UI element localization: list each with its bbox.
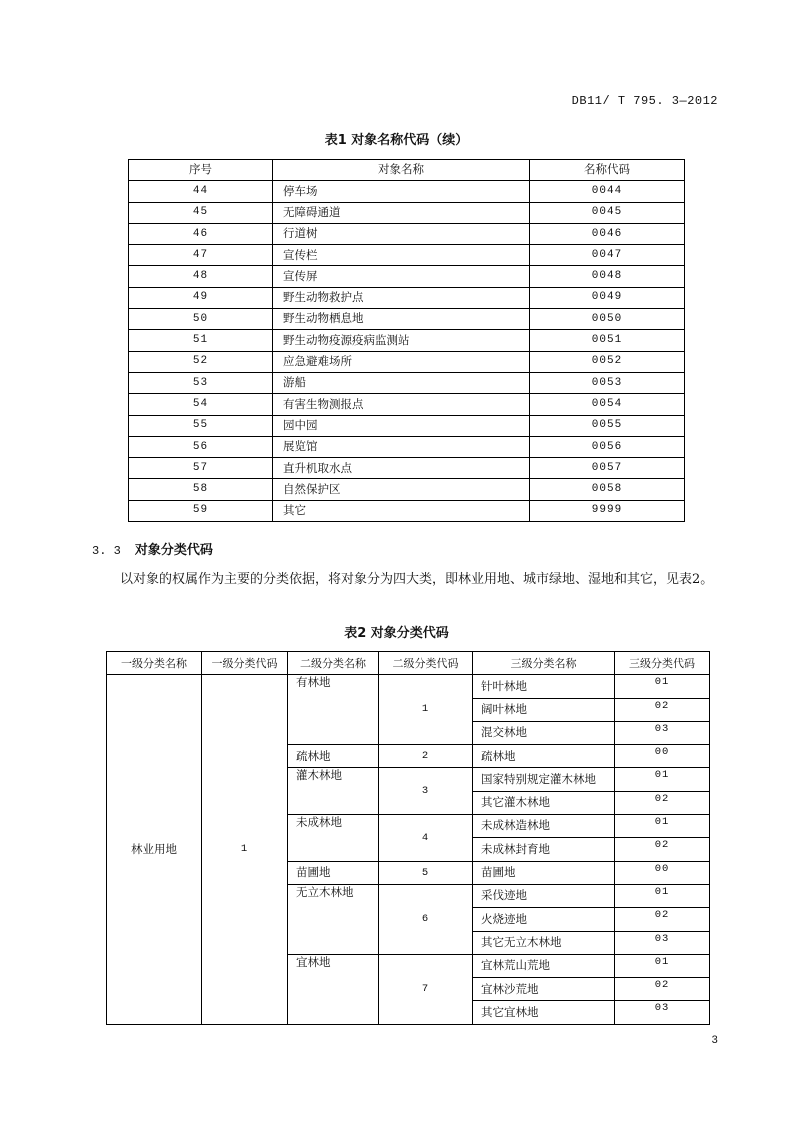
level3-code: 02: [615, 978, 710, 1001]
object-name: 野生动物救护点: [273, 287, 530, 308]
level3-code: 03: [615, 1001, 710, 1024]
table1-caption: 表1 对象名称代码（续）: [324, 133, 469, 148]
header-cell: 序号: [129, 160, 273, 181]
section-paragraph: 以对象的权属作为主要的分类依据，将对象分为四大类，即林业用地、城市绿地、湿地和其它，见表2。: [120, 572, 714, 587]
name-code: 0045: [530, 202, 685, 223]
level3-name: 疏林地: [473, 745, 615, 768]
object-name: 展览馆: [273, 436, 530, 457]
name-code: 0058: [530, 479, 685, 500]
table-row: [129, 181, 685, 202]
section-heading: [92, 539, 213, 558]
table-header-row: [107, 652, 710, 675]
object-name: 其它: [273, 500, 530, 521]
row-number: 55: [129, 415, 273, 436]
level3-code: 02: [615, 908, 710, 931]
level3-code: 01: [615, 768, 710, 791]
level3-code: 01: [615, 884, 710, 907]
table-row: [129, 415, 685, 436]
level2-code: 4: [379, 815, 473, 862]
level3-code: 00: [615, 861, 710, 884]
object-name: 野生动物疫源疫病监测站: [273, 330, 530, 351]
name-code: 0049: [530, 287, 685, 308]
header-cell: 三级分类代码: [615, 652, 710, 675]
row-number: 48: [129, 266, 273, 287]
name-code: 0051: [530, 330, 685, 351]
row-number: 49: [129, 287, 273, 308]
name-code: 0052: [530, 351, 685, 372]
table-row: [129, 479, 685, 500]
level3-name: 其它无立木林地: [473, 931, 615, 954]
object-name: 有害生物测报点: [273, 394, 530, 415]
name-code: 0044: [530, 181, 685, 202]
object-name: 应急避难场所: [273, 351, 530, 372]
level2-code: 5: [379, 861, 473, 884]
table-row: [129, 394, 685, 415]
table-row: [129, 330, 685, 351]
level3-code: 02: [615, 698, 710, 721]
header-cell: 一级分类名称: [107, 652, 202, 675]
level1-name: 林业用地: [107, 675, 202, 1024]
table-row: [129, 458, 685, 479]
table-row: [129, 372, 685, 393]
header-cell: 二级分类名称: [288, 652, 379, 675]
table-row: [129, 500, 685, 521]
level3-code: 03: [615, 931, 710, 954]
level3-code: 01: [615, 815, 710, 838]
object-name: 野生动物栖息地: [273, 309, 530, 330]
level2-code: 1: [379, 675, 473, 745]
level3-name: 阔叶林地: [473, 698, 615, 721]
name-code: 0056: [530, 436, 685, 457]
level3-name: 火烧迹地: [473, 908, 615, 931]
row-number: 54: [129, 394, 273, 415]
object-name: 无障碍通道: [273, 202, 530, 223]
row-number: 51: [129, 330, 273, 351]
header-cell: 二级分类代码: [379, 652, 473, 675]
table-row: [129, 287, 685, 308]
level3-name: 混交林地: [473, 721, 615, 744]
table-row: [129, 245, 685, 266]
level2-name: 苗圃地: [288, 861, 379, 884]
row-number: 57: [129, 458, 273, 479]
name-code: 0048: [530, 266, 685, 287]
table-row: [129, 223, 685, 244]
level3-name: 宜林沙荒地: [473, 978, 615, 1001]
table-row: [107, 675, 710, 698]
row-number: 53: [129, 372, 273, 393]
object-name: 停车场: [273, 181, 530, 202]
level3-name: 采伐迹地: [473, 884, 615, 907]
level3-name: 针叶林地: [473, 675, 615, 698]
table-row: [129, 309, 685, 330]
name-code: 0046: [530, 223, 685, 244]
table-row: [129, 202, 685, 223]
level2-name: 未成林地: [288, 815, 379, 862]
section-number: 3. 3: [92, 544, 121, 558]
level3-code: 02: [615, 838, 710, 861]
row-number: 52: [129, 351, 273, 372]
level1-code: 1: [202, 675, 288, 1024]
table2-caption: 表2 对象分类代码: [344, 626, 449, 641]
table-row: [129, 351, 685, 372]
table-row: [129, 436, 685, 457]
row-number: 58: [129, 479, 273, 500]
level3-code: 01: [615, 675, 710, 698]
level3-code: 02: [615, 791, 710, 814]
row-number: 47: [129, 245, 273, 266]
row-number: 59: [129, 500, 273, 521]
object-name: 宣传屏: [273, 266, 530, 287]
standard-number: DB11/ T 795. 3—2012: [571, 94, 718, 108]
object-name: 自然保护区: [273, 479, 530, 500]
name-code: 0054: [530, 394, 685, 415]
object-name: 游船: [273, 372, 530, 393]
name-code: 0053: [530, 372, 685, 393]
level2-code: 2: [379, 745, 473, 768]
level3-code: 01: [615, 954, 710, 977]
object-name: 园中园: [273, 415, 530, 436]
row-number: 44: [129, 181, 273, 202]
name-code: 0047: [530, 245, 685, 266]
name-code: 0050: [530, 309, 685, 330]
header-cell: 名称代码: [530, 160, 685, 181]
level2-code: 7: [379, 954, 473, 1024]
row-number: 45: [129, 202, 273, 223]
page-number: 3: [711, 1035, 718, 1047]
object-name-code-table: [128, 159, 685, 522]
level3-code: 00: [615, 745, 710, 768]
level3-name: 其它宜林地: [473, 1001, 615, 1024]
level2-name: 宜林地: [288, 954, 379, 1024]
name-code: 9999: [530, 500, 685, 521]
row-number: 46: [129, 223, 273, 244]
section-title: 对象分类代码: [134, 543, 213, 558]
level3-name: 未成林封育地: [473, 838, 615, 861]
name-code: 0055: [530, 415, 685, 436]
header-cell: 对象名称: [273, 160, 530, 181]
level2-code: 3: [379, 768, 473, 815]
level3-code: 03: [615, 721, 710, 744]
table-row: [129, 266, 685, 287]
row-number: 56: [129, 436, 273, 457]
header-cell: 一级分类代码: [202, 652, 288, 675]
level2-name: 无立木林地: [288, 884, 379, 954]
level3-name: 其它灌木林地: [473, 791, 615, 814]
object-name: 宣传栏: [273, 245, 530, 266]
row-number: 50: [129, 309, 273, 330]
object-name: 直升机取水点: [273, 458, 530, 479]
object-name: 行道树: [273, 223, 530, 244]
level3-name: 苗圃地: [473, 861, 615, 884]
level3-name: 宜林荒山荒地: [473, 954, 615, 977]
name-code: 0057: [530, 458, 685, 479]
level2-code: 6: [379, 884, 473, 954]
table-header-row: [129, 160, 685, 181]
level3-name: 未成林造林地: [473, 815, 615, 838]
level3-name: 国家特别规定灌木林地: [473, 768, 615, 791]
level2-name: 疏林地: [288, 745, 379, 768]
level2-name: 灌木林地: [288, 768, 379, 815]
object-classification-table: [106, 651, 710, 1025]
level2-name: 有林地: [288, 675, 379, 745]
header-cell: 三级分类名称: [473, 652, 615, 675]
